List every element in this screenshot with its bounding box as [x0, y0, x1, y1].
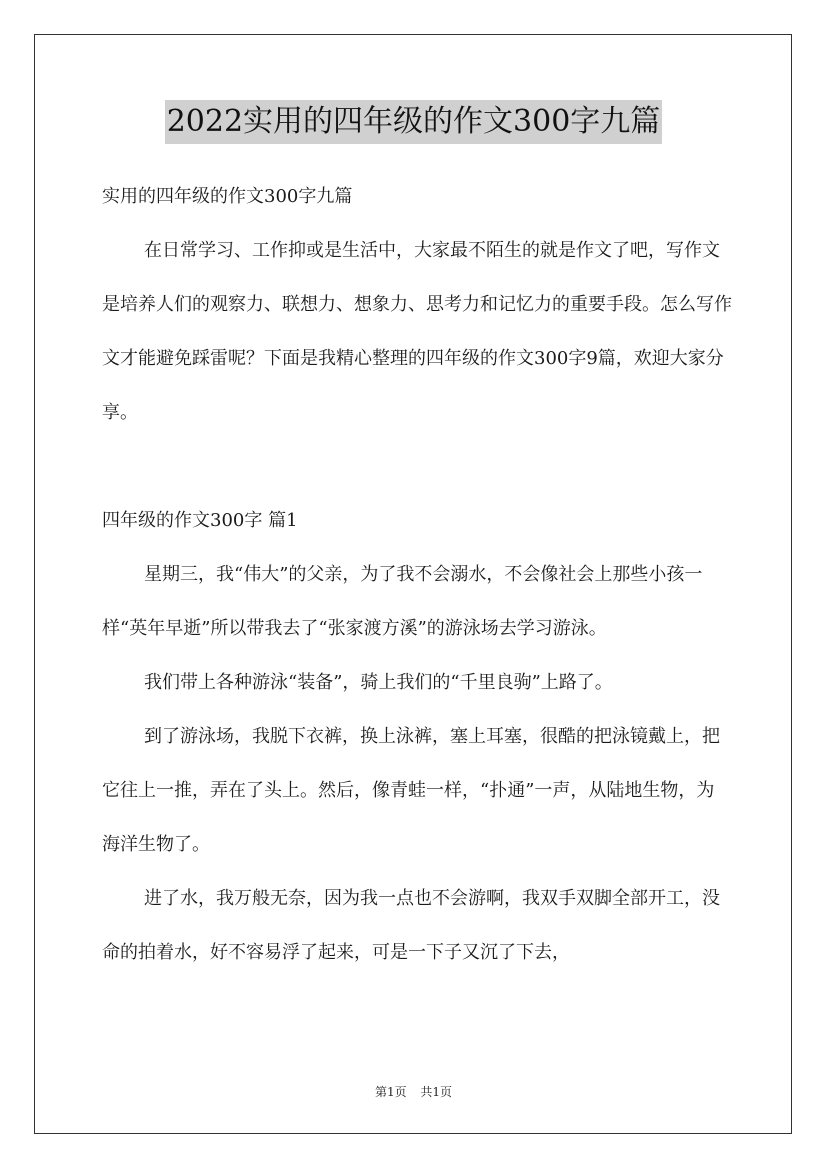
intro-paragraph: 在日常学习、工作抑或是生活中，大家最不陌生的就是作文了吧，写作文是培养人们的观察力、联想力、想象力、思考力和记忆力的重要手段。怎么写作文才能避免踩雷呢？下面是我精心整理的四年级的作文300字9篇，欢迎大家分享。: [102, 240, 732, 423]
page-number: 第1页: [374, 1085, 407, 1099]
section-spacer: [102, 440, 732, 494]
body-paragraph: 进了水，我万般无奈，因为我一点也不会游啊，我双手双脚全部开工，没命的拍着水，好不容易浮了起来，可是一下子又沉了下去，: [102, 888, 720, 963]
body-paragraph: 星期三，我“伟大”的父亲，为了我不会溺水，不会像社会上那些小孩一样“英年早逝”所以带我去了“张家渡方溪”的游泳场去学习游泳。: [102, 564, 703, 639]
body-paragraph: 到了游泳场，我脱下衣裤，换上泳裤，塞上耳塞，很酷的把泳镜戴上，把它往上一推，弄在了头上。然后，像青蛙一样，“扑通”一声，从陆地生物，为海洋生物了。: [102, 726, 720, 855]
page-footer: [0, 1082, 827, 1102]
section-heading: 四年级的作文300字 篇1: [102, 510, 298, 531]
document-body: [102, 170, 732, 980]
body-paragraph: 我们带上各种游泳“装备”，骑上我们的“千里良驹”上路了。: [144, 672, 613, 693]
document-title: 2022实用的四年级的作文300字九篇: [165, 100, 663, 144]
title-container: [0, 100, 827, 144]
document-subtitle: 实用的四年级的作文300字九篇: [102, 186, 353, 207]
page-total: 共1页: [420, 1085, 453, 1099]
